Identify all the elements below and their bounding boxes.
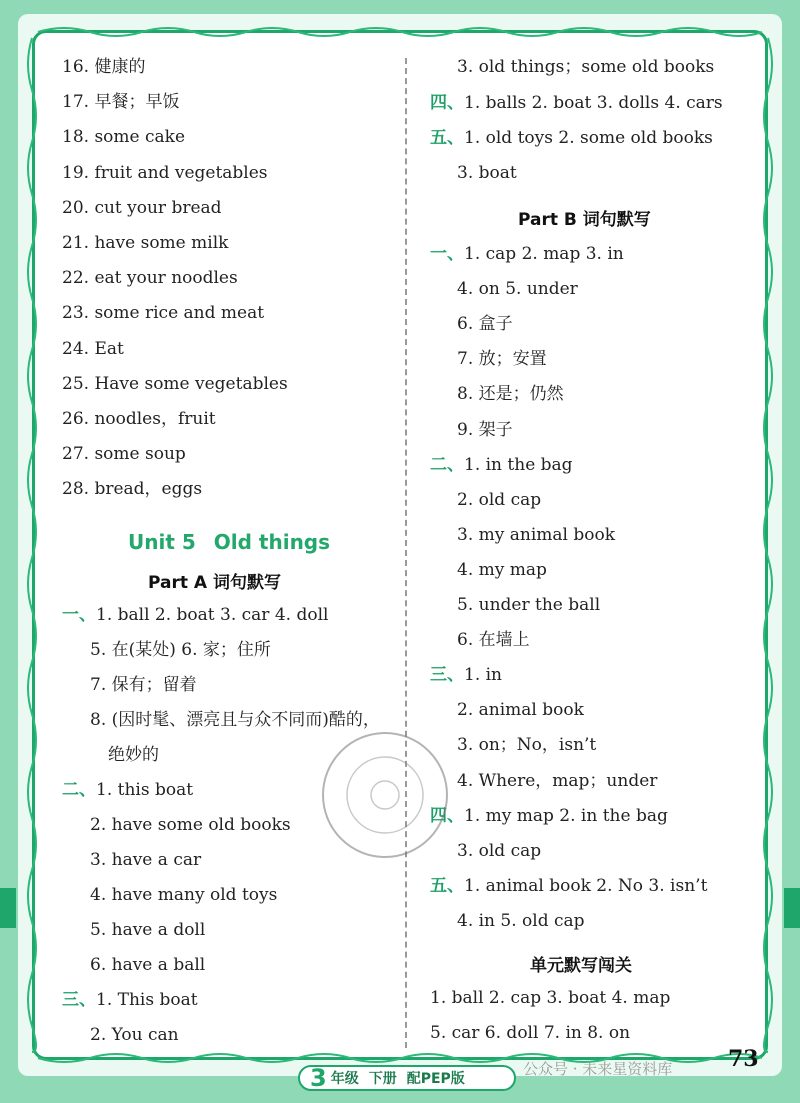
answer-text: 4. Where，map；under	[457, 770, 658, 791]
question-group-number: 四、	[430, 805, 464, 826]
answer-text: 25. Have some vegetables	[62, 373, 288, 394]
answer-text: 7. 保有；留着	[90, 675, 197, 695]
answer-line	[62, 232, 228, 254]
answer-text: 4. my map	[457, 559, 547, 580]
answer-line	[62, 162, 268, 184]
answer-line	[457, 383, 564, 405]
answer-line	[90, 919, 205, 941]
answer-text: 绝妙的	[108, 745, 159, 765]
answer-line	[90, 674, 197, 696]
answer-line	[457, 594, 600, 616]
answer-text: 9. 架子	[457, 419, 513, 440]
answer-text: 1. this boat	[96, 780, 194, 800]
answer-text: 3. on；No，isn’t	[457, 735, 597, 756]
answer-text: 3. old things；some old books	[457, 57, 715, 77]
term-label: 下册	[368, 1071, 397, 1087]
answer-line	[62, 478, 202, 500]
answer-line	[62, 267, 238, 289]
answer-text: 24. Eat	[62, 338, 124, 359]
question-group-number: 二、	[430, 454, 464, 475]
answer-text: 1. cap 2. map 3. in	[464, 244, 624, 264]
answer-line	[430, 664, 502, 686]
answer-text: 21. have some milk	[62, 233, 229, 253]
unit-test-title: 单元默写闯关	[530, 956, 632, 976]
answer-text: 5. have a doll	[90, 920, 206, 940]
answer-text: 8. 还是；仍然	[457, 384, 564, 405]
answer-text: 7. 放；安置	[457, 349, 547, 370]
answer-text: 2. old cap	[457, 489, 542, 510]
edition-label: 配PEP版	[406, 1071, 465, 1087]
answer-line	[457, 699, 584, 721]
answer-line	[430, 127, 713, 149]
answer-text: 6. 在墙上	[457, 630, 530, 651]
grade-number: 3	[310, 1064, 327, 1092]
question-group-number: 二、	[62, 780, 96, 800]
answer-line	[62, 56, 145, 78]
answer-text: 4. on 5. under	[457, 279, 578, 300]
answer-text: 3. have a car	[90, 850, 202, 870]
answer-text: 22. eat your noodles	[62, 268, 238, 289]
answer-line	[457, 419, 513, 441]
answer-line	[457, 559, 547, 581]
answer-text: 26. noodles，fruit	[62, 409, 216, 429]
answer-text: 1. in	[464, 665, 503, 686]
answer-text: 20. cut your bread	[62, 197, 222, 218]
answer-line	[62, 373, 288, 395]
answer-text: 1. my map 2. in the bag	[464, 805, 668, 826]
answer-text: 6. 盒子	[457, 314, 513, 335]
answer-line	[430, 243, 624, 265]
answer-line	[62, 443, 186, 465]
answer-line	[457, 629, 530, 651]
answer-text: 4. in 5. old cap	[457, 910, 585, 931]
answer-text: 3. old cap	[457, 840, 542, 861]
answer-line	[457, 162, 517, 184]
part-b-title: Part B 词句默写	[518, 210, 651, 230]
answer-text: 1. This boat	[96, 990, 198, 1010]
question-group-number: 五、	[430, 875, 464, 896]
answer-text: 2. You can	[90, 1025, 179, 1045]
question-group-number: 一、	[430, 244, 464, 264]
answer-line	[430, 92, 723, 114]
answer-line	[62, 338, 124, 360]
answer-text: 1. ball 2. cap 3. boat 4. map	[430, 988, 671, 1008]
answer-text: 27. some soup	[62, 444, 186, 465]
grade-label: 年级	[330, 1071, 359, 1087]
answer-line	[90, 1024, 179, 1046]
answer-line	[62, 197, 222, 219]
part-a-title: Part A 词句默写	[148, 573, 281, 593]
answer-line	[457, 313, 513, 335]
answer-text: 2. animal book	[457, 700, 584, 721]
answer-text: 1. balls 2. boat 3. dolls 4. cars	[464, 93, 723, 113]
answer-line	[457, 278, 578, 300]
answer-line	[430, 875, 707, 897]
answer-text: 1. ball 2. boat 3. car 4. doll	[96, 605, 329, 625]
answer-line	[62, 408, 216, 430]
answer-text: 1. old toys 2. some old books	[464, 128, 713, 148]
unit-title	[128, 530, 330, 554]
answer-text: 23. some rice and meat	[62, 303, 265, 324]
answer-line	[90, 954, 205, 976]
answer-text: 19. fruit and vegetables	[62, 162, 268, 183]
answer-line	[430, 987, 670, 1009]
answer-text: 17. 早餐；早饭	[62, 92, 180, 113]
answer-line	[457, 348, 547, 370]
answer-text: 3. boat	[457, 163, 517, 183]
answer-line	[457, 770, 657, 792]
answer-line	[457, 910, 585, 932]
answer-text: 16. 健康的	[62, 57, 146, 77]
answer-text: 18. some cake	[62, 127, 186, 148]
question-group-number: 三、	[430, 665, 464, 686]
answer-line	[430, 1022, 630, 1044]
answer-text: 3. my animal book	[457, 524, 616, 545]
answer-line	[62, 91, 179, 113]
question-group-number: 三、	[62, 990, 96, 1010]
answer-text: 8. (因时髦、漂亮且与众不同而)酷的，	[90, 710, 380, 730]
unit-name: Old things	[213, 530, 331, 554]
side-tab-right	[784, 888, 800, 928]
answer-text: 5. 在(某处) 6. 家；住所	[90, 640, 271, 660]
footer-badge	[298, 1065, 516, 1091]
answer-line	[62, 604, 328, 626]
column-divider	[405, 58, 407, 1048]
side-tab-left	[0, 888, 16, 928]
answer-line	[90, 884, 277, 906]
answer-text: 6. have a ball	[90, 955, 206, 975]
answer-line	[90, 849, 201, 871]
question-group-number: 四、	[430, 93, 464, 113]
answer-text: 4. have many old toys	[90, 885, 278, 905]
answer-line	[457, 56, 714, 78]
answer-text: 1. animal book 2. No 3. isn’t	[464, 875, 708, 896]
question-group-number: 一、	[62, 605, 96, 625]
unit-number: Unit 5	[128, 530, 196, 554]
footer-watermark: 公众号 · 未来星资料库	[523, 1060, 673, 1078]
answer-line	[430, 454, 573, 476]
question-group-number: 五、	[430, 128, 464, 148]
answer-text: 2. have some old books	[90, 815, 291, 835]
answer-line	[457, 734, 596, 756]
answer-text: 5. car 6. doll 7. in 8. on	[430, 1023, 631, 1043]
answer-line	[108, 744, 159, 766]
answer-line	[62, 126, 185, 148]
answer-line	[457, 524, 615, 546]
answer-line	[62, 989, 198, 1011]
answer-line	[90, 814, 291, 836]
answer-text: 5. under the ball	[457, 595, 601, 615]
answer-text: 28. bread，eggs	[62, 479, 203, 500]
answer-text: 1. in the bag	[464, 454, 573, 475]
answer-line	[62, 779, 193, 801]
answer-line	[62, 302, 264, 324]
seal-stamp-icon	[300, 710, 470, 880]
answer-line	[457, 489, 541, 511]
answer-line	[90, 639, 271, 661]
page-number: 73	[728, 1046, 759, 1072]
